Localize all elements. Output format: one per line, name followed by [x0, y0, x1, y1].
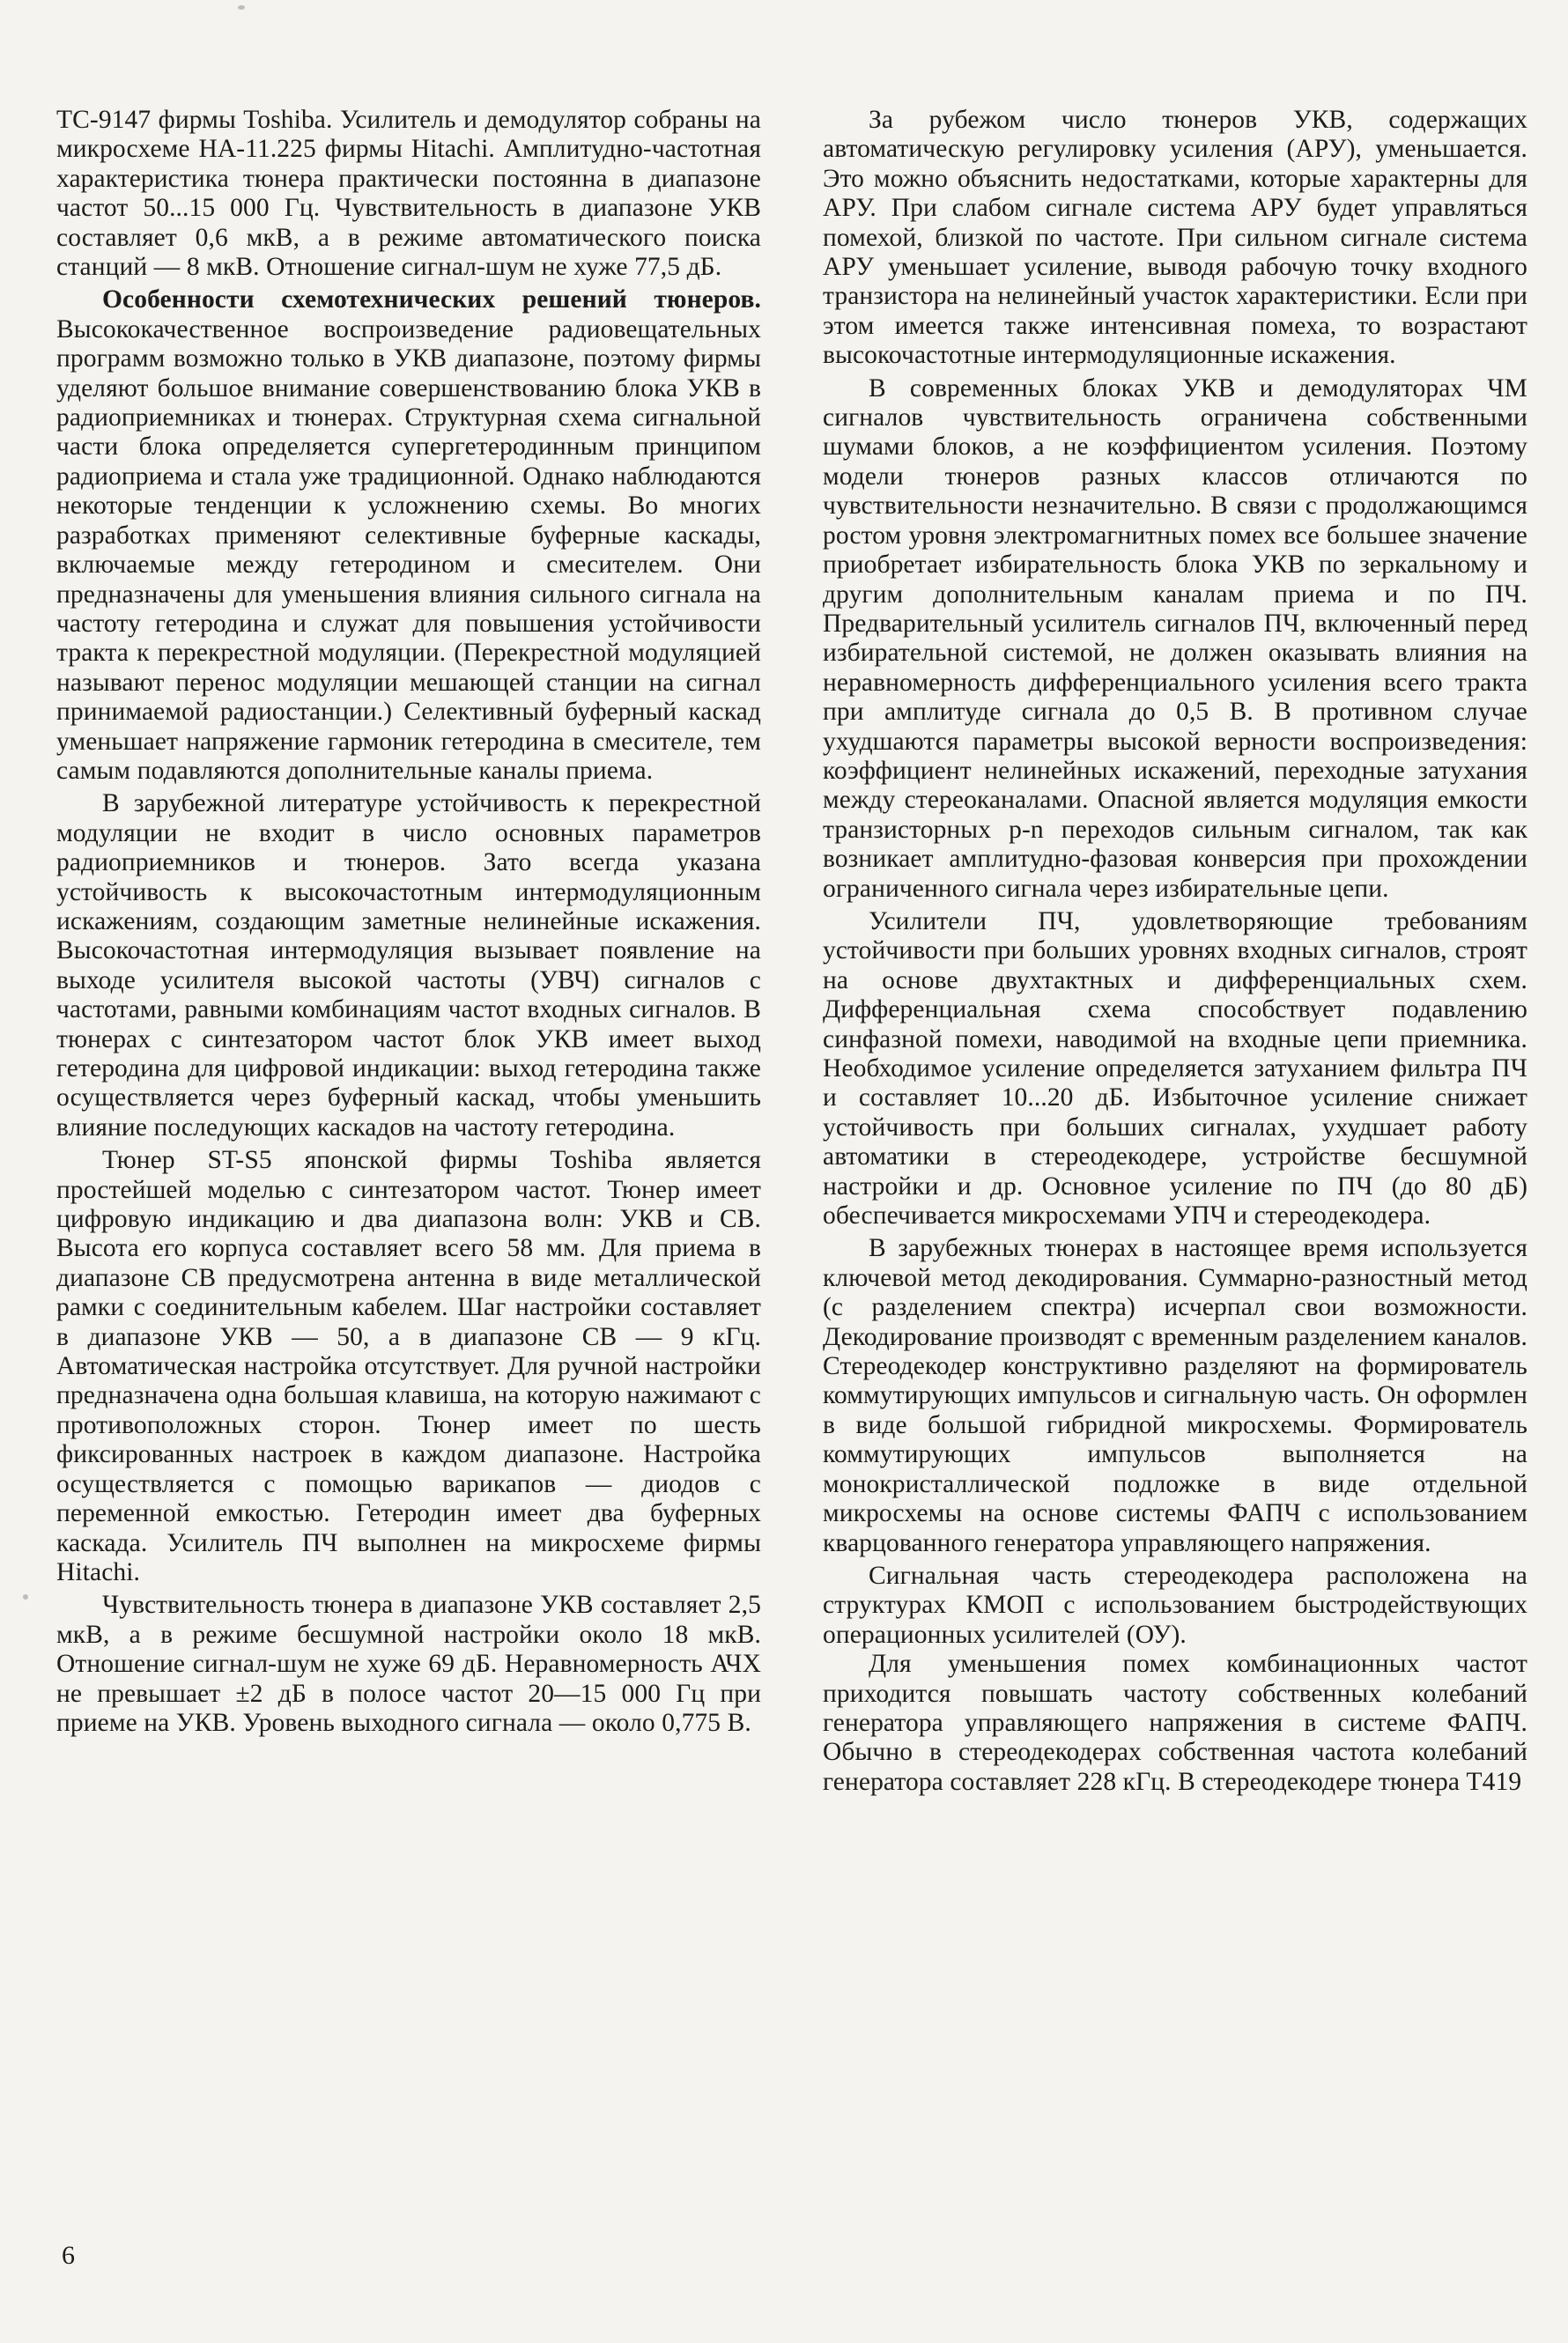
paragraph: Чувствительность тюнера в диапазоне УКВ составляет 2,5 мкВ, а в режиме бесшумной настройки около 18 мкВ. Отношение сигнал-шум не хуже 69 дБ. Неравномерность АЧХ не превышает ±2 дБ в полосе частот 20—15 000 Гц при приеме на УКВ. Уровень выходного сигнала — около 0,775 В. — [56, 1591, 761, 1737]
paragraph: ТС-9147 фирмы Toshiba. Усилитель и демодулятор собраны на микросхеме НА-11.225 фирмы Hitachi. Амплитудно-частотная характеристика тюнера практически постоянна в диапазоне частот 50...15 000 Гц. Чувствительность в диапазоне УКВ составляет 0,6 мкВ, а в режиме автоматического поиска станций — 8 мкВ. Отношение сигнал-шум не хуже 77,5 дБ. — [56, 106, 761, 282]
page-body — [56, 106, 1527, 2290]
right-column — [823, 106, 1527, 2290]
paragraph-with-heading — [56, 285, 761, 786]
paragraph: Для уменьшения помех комбинационных частот приходится повышать частоту собственных колебаний генератора управляющего напряжения в системе ФАПЧ. Обычно в стереодекодерах собственная частота колебаний генератора составляет 228 кГц. В стереодекодере тюнера Т419 — [823, 1650, 1527, 1796]
paragraph: Сигнальная часть стереодекодера расположена на структурах КМОП с использованием быстродействующих операционных усилителей (ОУ). — [823, 1561, 1527, 1649]
paragraph: За рубежом число тюнеров УКВ, содержащих автоматическую регулировку усиления (АРУ), уменьшается. Это можно объяснить недостатками, которые характерны для АРУ. При слабом сигнале система АРУ будет управляться помехой, близкой по частоте. При сильном сигнале система АРУ уменьшает усиление, выводя рабочую точку входного транзистора на нелинейный участок характеристики. Если при этом имеется также интенсивная помеха, то возрастают высокочастотные интермодуляционные искажения. — [823, 106, 1527, 370]
scan-speck — [238, 5, 245, 10]
paragraph: Тюнер ST-S5 японской фирмы Toshiba является простейшей моделью с синтезатором частот. Тюнер имеет цифровую индикацию и два диапазона волн: УКВ и СВ. Высота его корпуса составляет всего 58 мм. Для приема в диапазоне СВ предусмотрена антенна в виде металлической рамки с соединительным кабелем. Шаг настройки составляет в диапазоне УКВ — 50, а в диапазоне СВ — 9 кГц. Автоматическая настройка отсутствует. Для ручной настройки предназначена одна большая клавиша, на которую нажимают с противоположных сторон. Тюнер имеет по шесть фиксированных настроек в каждом диапазоне. Настройка осуществляется с помощью варикапов — диодов с переменной емкостью. Гетеродин имеет два буферных каскада. Усилитель ПЧ выполнен на микросхеме фирмы Hitachi. — [56, 1146, 761, 1586]
left-column — [56, 106, 761, 2290]
page-number: 6 — [62, 2241, 75, 2270]
paragraph: В зарубежных тюнерах в настоящее время используется ключевой метод декодирования. Суммарно-разностный метод (с разделением спектра) исчерпал свои возможности. Декодирование производят с временным разделением каналов. Стереодекодер конструктивно разделяют на формирователь коммутирующих импульсов и сигнальную часть. Он оформлен в виде большой гибридной микросхемы. Формирователь коммутирующих импульсов выполняется на монокристаллической подложке в виде отдельной микросхемы на основе системы ФАПЧ с использованием кварцованного генератора управляющего напряжения. — [823, 1234, 1527, 1557]
paragraph: Усилители ПЧ, удовлетворяющие требованиям устойчивости при больших уровнях входных сигналов, строят на основе двухтактных и дифференциальных схем. Дифференциальная схема способствует подавлению синфазной помехи, наводимой на входные цепи приемника. Необходимое усиление определяется затуханием фильтра ПЧ и составляет 10...20 дБ. Избыточное усиление снижает устойчивость при больших сигналах, ухудшает работу автоматики в стереодекодере, устройстве бесшумной настройки и др. Основное усиление по ПЧ (до 80 дБ) обеспечивается микросхемами УПЧ и стереодекодера. — [823, 906, 1527, 1231]
section-heading: Особенности схемотехнических решений тюнеров. — [102, 285, 761, 314]
scan-speck — [23, 1594, 28, 1600]
paragraph: В зарубежной литературе устойчивость к перекрестной модуляции не входит в число основных параметров радиоприемников и тюнеров. Зато всегда указана устойчивость к высокочастотным интермодуляционным искажениям, создающим заметные нелинейные искажения. Высокочастотная интермодуляция вызывает появление на выходе усилителя высокой частоты (УВЧ) сигналов с частотами, равными комбинациям частот входных сигналов. В тюнерах с синтезатором частот блок УКВ имеет выход гетеродина для цифровой индикации: выход гетеродина также осуществляется через буферный каскад, чтобы уменьшить влияние последующих каскадов на частоту гетеродина. — [56, 789, 761, 1142]
paragraph: В современных блоках УКВ и демодуляторах ЧМ сигналов чувствительность ограничена собственными шумами блоков, а не коэффициентом усиления. Поэтому модели тюнеров разных классов отличаются по чувствительности незначительно. В связи с продолжающимся ростом уровня электромагнитных помех все большее значение приобретает избирательность блока УКВ по зеркальному и другим дополнительным каналам приема и по ПЧ. Предварительный усилитель сигналов ПЧ, включенный перед избирательной системой, не должен оказывать влияния на неравномерность дифференциального усиления всего тракта при амплитуде сигнала до 0,5 В. В противном случае ухудшаются параметры высокой верности воспроизведения: коэффициент нелинейных искажений, переходные затухания между стереоканалами. Опасной является модуляция емкости транзисторных p-n переходов сильным сигналом, так как возникает амплитудно-фазовая конверсия при прохождении ограниченного сигнала через избирательные цепи. — [823, 373, 1527, 903]
paragraph-text: Высококачественное воспроизведение радиовещательных программ возможно только в УКВ диапазоне, поэтому фирмы уделяют большое внимание совершенствованию блока УКВ в радиоприемниках и тюнерах. Структурная схема сигнальной части блока определяется супергетеродинным принципом радиоприема и стала уже традиционной. Однако наблюдаются некоторые тенденции к усложнению схемы. Во многих разработках применяют селективные буферные каскады, включаемые между гетеродином и смесителем. Они предназначены для уменьшения влияния сильного сигнала на частоту гетеродина и служат для повышения устойчивости тракта к перекрестной модуляции. (Перекрестной модуляцией называют перенос модуляции мешающей станции на сигнал принимаемой радиостанции.) Селективный буферный каскад уменьшает напряжение гармоник гетеродина в смесителе, тем самым подавляются дополнительные каналы приема. — [56, 314, 761, 785]
